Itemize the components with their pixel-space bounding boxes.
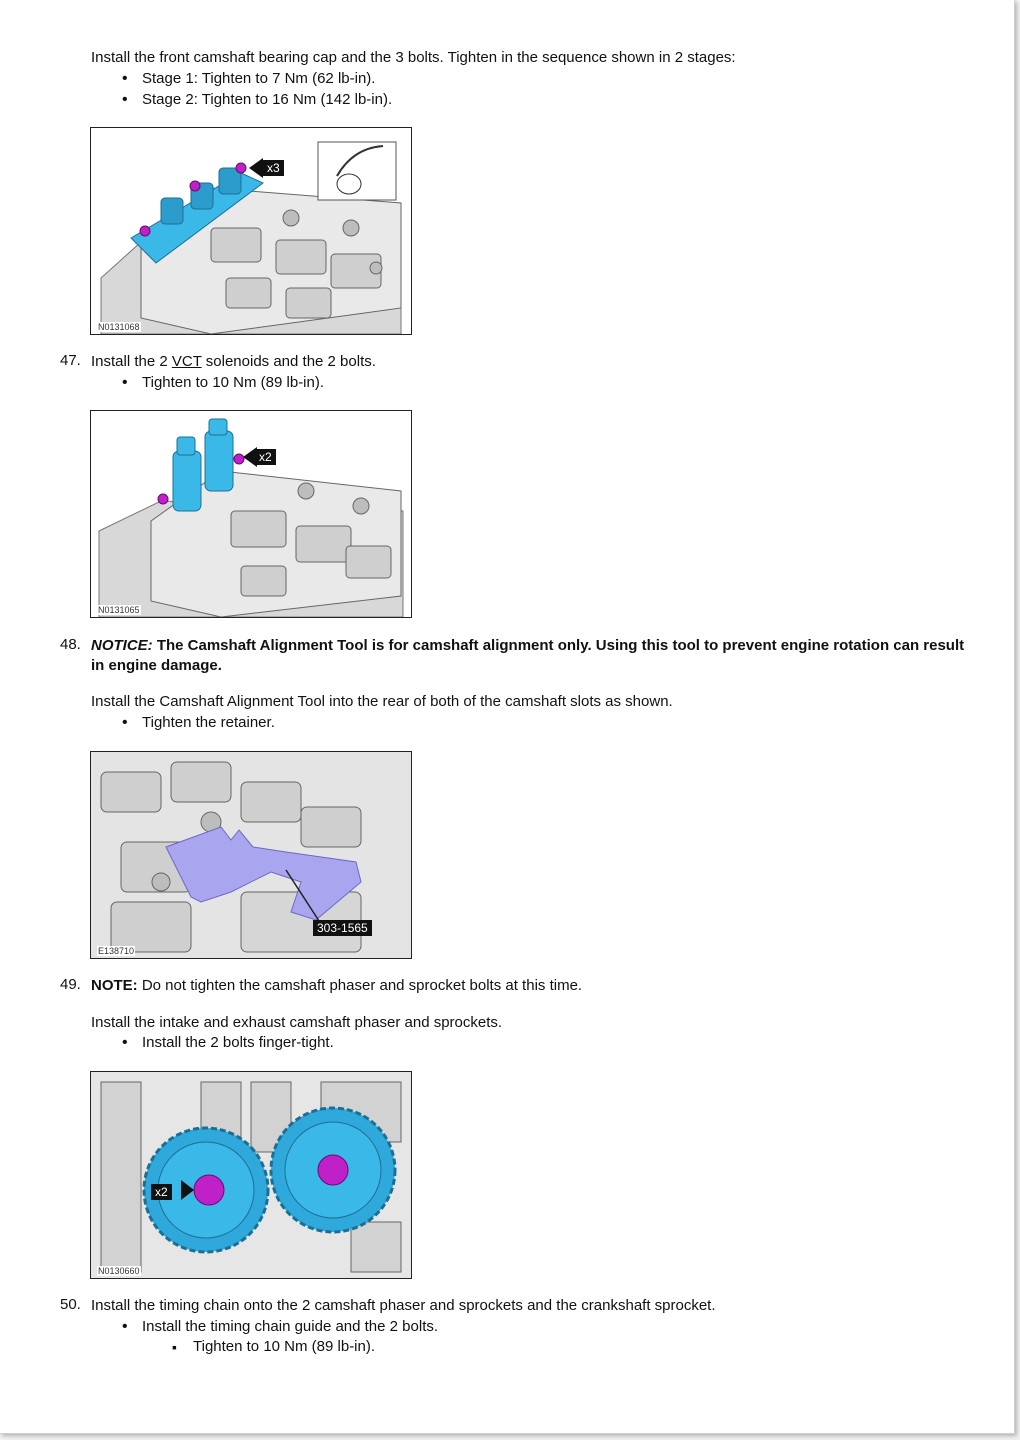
bullet-stage-2: • Stage 2: Tighten to 16 Nm (142 lb-in). (91, 90, 891, 111)
notice-label: NOTICE: (91, 637, 153, 654)
note-label: NOTE: (91, 977, 138, 994)
engine-illustration (91, 1072, 411, 1278)
step-47-bullets (91, 373, 891, 394)
figure-id: N0131065 (98, 605, 140, 615)
note (91, 976, 971, 996)
step-number: 48. (60, 636, 81, 653)
step-number: 47. (60, 352, 81, 369)
step-48-bullets (91, 713, 891, 734)
bullet-retainer: • Tighten the retainer. (91, 713, 891, 734)
step-number: 50. (60, 1296, 81, 1313)
figure-vct-solenoids (90, 410, 412, 618)
step-46-bullets (91, 69, 891, 110)
figure-camshaft-alignment-tool (90, 751, 412, 959)
engine-illustration (91, 411, 411, 617)
step-47-text-pre: Install the 2 (91, 353, 172, 370)
subbullet-torque: ▪ Tighten to 10 Nm (89 lb-in). (91, 1337, 891, 1358)
bullet-bolts: • Install the 2 bolts finger-tight. (91, 1033, 891, 1054)
figure-id: N0131068 (98, 322, 140, 332)
figure-camshaft-bearing-cap (90, 127, 412, 335)
bullet-stage-1: • Stage 1: Tighten to 7 Nm (62 lb-in). (91, 69, 891, 90)
callout-bolt-count: x3 (263, 160, 284, 176)
figure-id: N0130660 (98, 1266, 140, 1276)
step-50-bullets (91, 1317, 891, 1338)
notice (91, 636, 971, 676)
step-50-text: Install the timing chain onto the 2 camshaft phaser and sprockets and the crankshaft sprocket. (91, 1297, 716, 1314)
note-text: Do not tighten the camshaft phaser and sprocket bolts at this time. (137, 977, 583, 994)
notice-text: The Camshaft Alignment Tool is for camshaft alignment only. Using this tool to prevent engine rotation can result in engine damage. (91, 637, 965, 674)
step-48-text: Install the Camshaft Alignment Tool into the rear of both of the camshaft slots as shown. (91, 693, 673, 710)
step-50-subbullets (91, 1337, 891, 1358)
bullet-torque: • Tighten to 10 Nm (89 lb-in). (91, 373, 891, 394)
step-49-text: Install the intake and exhaust camshaft phaser and sprockets. (91, 1014, 503, 1031)
figure-camshaft-sprockets (90, 1071, 412, 1279)
step-46-text: Install the front camshaft bearing cap and the 3 bolts. Tighten in the sequence shown in 2 stages: (91, 49, 736, 66)
engine-illustration (91, 128, 411, 334)
callout-bolt-count: x2 (151, 1184, 172, 1200)
figure-id: E138710 (98, 946, 135, 956)
step-47-text (91, 352, 971, 372)
callout-bolt-count: x2 (255, 449, 276, 465)
step-number: 49. (60, 976, 81, 993)
callout-tool-number: 303-1565 (313, 920, 372, 936)
bullet-chain-guide: • Install the timing chain guide and the 2 bolts. (91, 1317, 891, 1338)
step-47-text-post: solenoids and the 2 bolts. (201, 353, 376, 370)
vct-abbreviation-link[interactable]: VCT (171, 353, 202, 370)
step-49-bullets (91, 1033, 891, 1054)
